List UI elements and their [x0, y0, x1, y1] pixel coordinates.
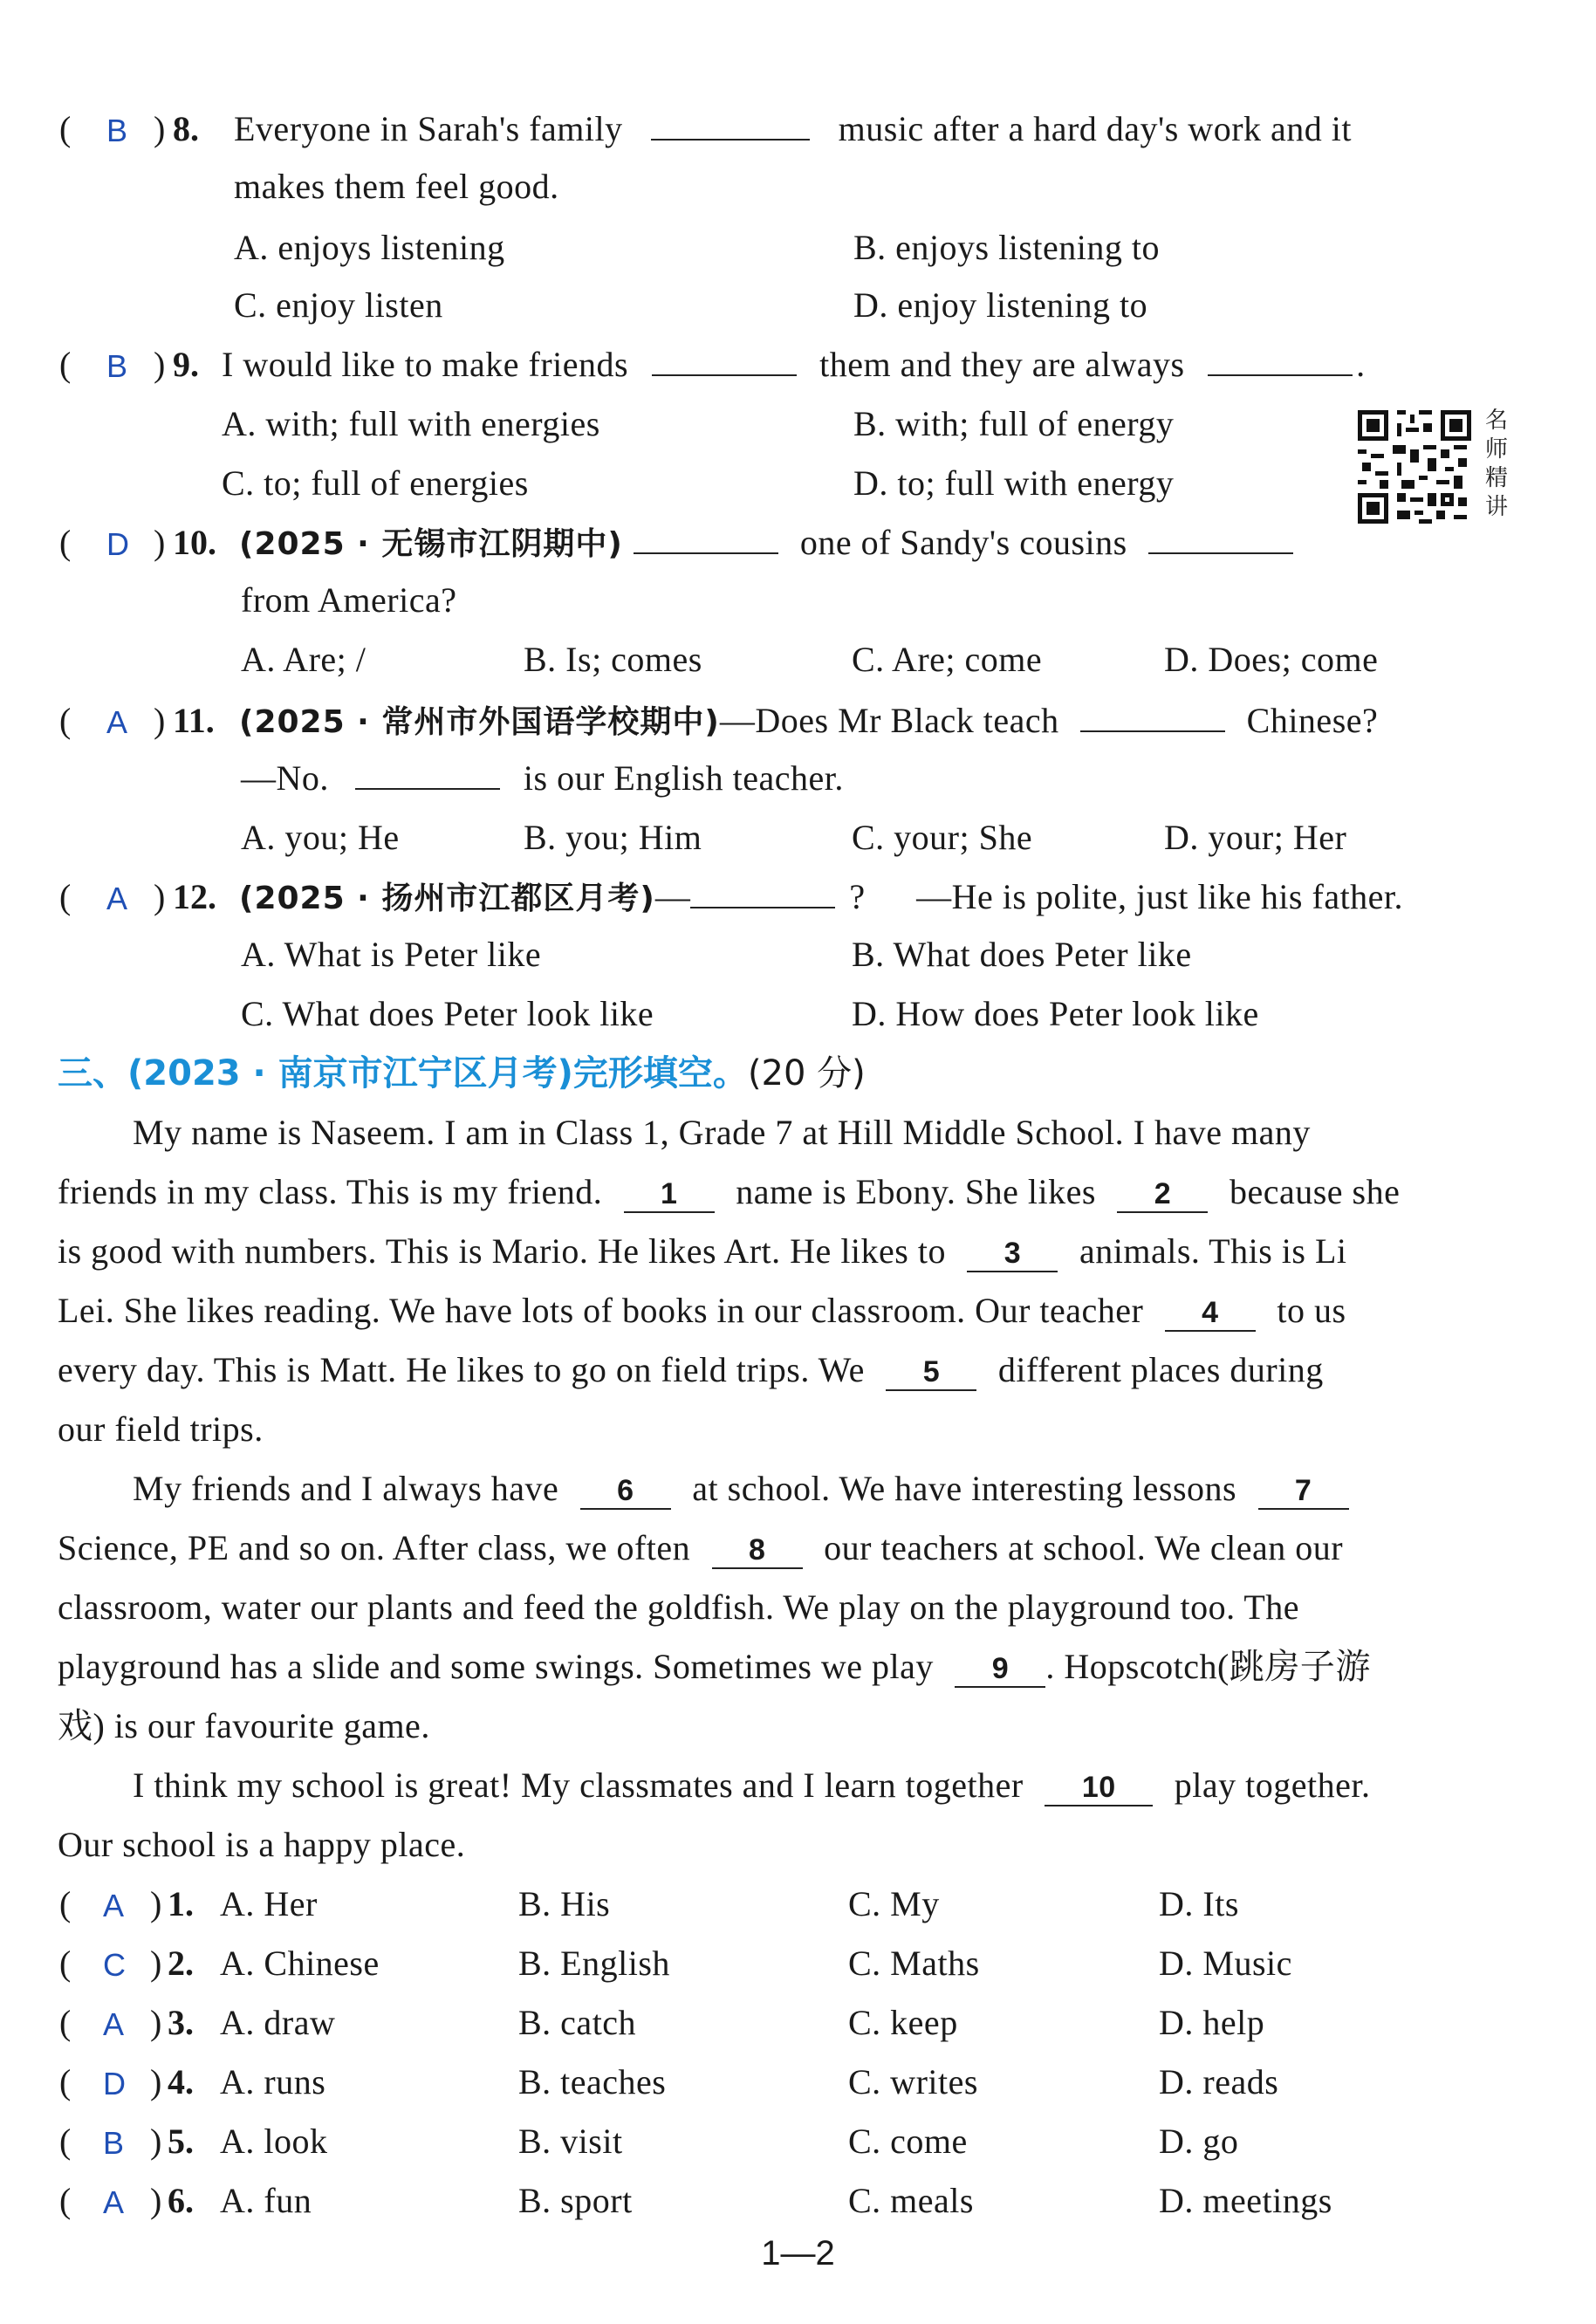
passage-line: playground has a slide and some swings. Sometimes we play 9 . Hopscotch(跳房子游 [58, 1647, 1371, 1686]
passage-line: 戏) is our favourite game. [58, 1706, 430, 1745]
option-a: A. draw [220, 2003, 336, 2042]
question-number: 4. [168, 2062, 194, 2101]
option-b: B. catch [518, 2003, 637, 2042]
option-a: A. with; full with energies [222, 404, 600, 443]
answer-mark: A [106, 881, 128, 916]
option-d: D. your; Her [1164, 818, 1347, 857]
answer-mark: D [103, 2066, 126, 2101]
option-d: D. help [1159, 2003, 1265, 2042]
answer-mark: C [103, 1947, 126, 1983]
answer-blank [651, 109, 810, 141]
close-paren: ) [154, 345, 166, 384]
option-a: A. look [220, 2122, 328, 2161]
question-number: 10. [173, 523, 216, 562]
open-paren: ( [59, 2003, 72, 2042]
option-d: D. go [1159, 2122, 1239, 2161]
option-d: D. meetings [1159, 2181, 1332, 2220]
answer-mark: A [103, 2006, 125, 2042]
question-number: 11. [173, 701, 215, 740]
passage-line: Our school is a happy place. [58, 1825, 466, 1864]
option-c: C. keep [848, 2003, 958, 2042]
option-a: A. Are; / [241, 640, 366, 679]
answer-mark: D [106, 526, 129, 562]
option-d: D. to; full with energy [853, 463, 1175, 503]
passage-line: friends in my class. This is my friend. 1 name is Ebony. She likes 2 because she [58, 1172, 1401, 1211]
answer-mark: B [103, 2125, 125, 2161]
question-10-line-1: (2025 · 无锡市江阴期中) one of Sandy's cousins [239, 522, 1293, 566]
answer-blank [1148, 523, 1293, 554]
passage-line: is good with numbers. This is Mario. He likes Art. He likes to 3 animals. This is Li [58, 1231, 1347, 1271]
option-b: B. with; full of energy [853, 404, 1175, 443]
question-8-line-2: makes them feel good. [234, 167, 559, 206]
option-c: C. to; full of energies [222, 463, 529, 503]
option-c: C. My [848, 1884, 940, 1923]
option-c: C. come [848, 2122, 968, 2161]
answer-blank [690, 877, 835, 908]
answer-blank [1080, 701, 1225, 732]
open-paren: ( [59, 2062, 72, 2101]
open-paren: ( [59, 345, 72, 384]
option-d: D. reads [1159, 2062, 1279, 2101]
close-paren: ) [154, 109, 166, 148]
option-b: B. you; Him [524, 818, 702, 857]
cloze-blank: 10 [1045, 1770, 1153, 1806]
passage-line: My name is Naseem. I am in Class 1, Grade 7 at Hill Middle School. I have many [133, 1113, 1311, 1152]
open-paren: ( [59, 523, 72, 562]
answer-mark: A [103, 1888, 125, 1923]
open-paren: ( [59, 877, 72, 916]
close-paren: ) [150, 2181, 162, 2220]
option-c: C. enjoy listen [234, 285, 443, 325]
open-paren: ( [59, 701, 72, 740]
option-a: A. Her [220, 1884, 318, 1923]
option-b: B. enjoys listening to [853, 228, 1160, 267]
close-paren: ) [150, 1944, 162, 1983]
option-b: B. visit [518, 2122, 623, 2161]
option-c: C. meals [848, 2181, 974, 2220]
option-c: C. Maths [848, 1944, 980, 1983]
answer-blank [1208, 345, 1353, 376]
open-paren: ( [59, 1884, 72, 1923]
option-c: C. Are; come [852, 640, 1043, 679]
cloze-blank: 2 [1117, 1176, 1208, 1213]
section-heading: 三、(2023 · 南京市江宁区月考)完形填空。(20 分) [58, 1053, 866, 1093]
answer-mark: B [106, 113, 128, 148]
option-d: D. Music [1159, 1944, 1292, 1983]
qr-code[interactable] [1358, 410, 1471, 524]
passage-line: Lei. She likes reading. We have lots of books in our classroom. Our teacher 4 to us [58, 1291, 1346, 1330]
question-number: 6. [168, 2181, 194, 2220]
close-paren: ) [154, 701, 166, 740]
close-paren: ) [150, 2003, 162, 2042]
cloze-blank: 3 [967, 1236, 1058, 1272]
cloze-blank: 8 [712, 1532, 803, 1569]
question-number: 3. [168, 2003, 194, 2042]
cloze-blank: 1 [624, 1176, 715, 1213]
option-a: A. you; He [241, 818, 400, 857]
question-8-line-1: Everyone in Sarah's family music after a hard day's work and it [234, 109, 1352, 148]
question-12-line-1: (2025 · 扬州市江都区月考)— ? —He is polite, just like his father. [239, 877, 1404, 916]
passage-line: our field trips. [58, 1409, 264, 1449]
close-paren: ) [150, 2062, 162, 2101]
qr-label: 名 师 精 讲 [1484, 408, 1508, 520]
answer-blank [652, 345, 797, 376]
question-number: 9. [173, 345, 199, 384]
question-number: 2. [168, 1944, 194, 1983]
question-number: 8. [173, 109, 199, 148]
passage-line: every day. This is Matt. He likes to go on field trips. We 5 different places during [58, 1350, 1324, 1389]
cloze-blank: 5 [886, 1354, 976, 1391]
option-d: D. How does Peter look like [852, 994, 1259, 1033]
option-b: B. What does Peter like [852, 935, 1192, 974]
option-d: D. Its [1159, 1884, 1239, 1923]
option-d: D. Does; come [1164, 640, 1379, 679]
passage-line: I think my school is great! My classmates and I learn together 10 play together. [133, 1765, 1371, 1805]
close-paren: ) [154, 523, 166, 562]
option-a: A. fun [220, 2181, 312, 2220]
close-paren: ) [154, 877, 166, 916]
question-11-line-1: (2025 · 常州市外国语学校期中)—Does Mr Black teach Chinese? [239, 701, 1379, 740]
cloze-blank: 6 [580, 1473, 671, 1510]
cloze-blank: 4 [1165, 1295, 1256, 1332]
option-b: B. English [518, 1944, 670, 1983]
close-paren: ) [150, 1884, 162, 1923]
option-d: D. enjoy listening to [853, 285, 1148, 325]
passage-line: classroom, water our plants and feed the goldfish. We play on the playground too. The [58, 1587, 1300, 1627]
open-paren: ( [59, 2181, 72, 2220]
question-11-line-2: —No. is our English teacher. [241, 758, 844, 798]
passage-line: Science, PE and so on. After class, we often 8 our teachers at school. We clean our [58, 1528, 1344, 1567]
answer-blank [634, 523, 778, 554]
answer-mark: A [103, 2184, 125, 2220]
question-number: 12. [173, 877, 216, 916]
passage-line: My friends and I always have 6 at school. We have interesting lessons 7 [133, 1468, 1349, 1510]
option-b: B. teaches [518, 2062, 667, 2101]
close-paren: ) [150, 2122, 162, 2161]
option-c: C. your; She [852, 818, 1033, 857]
open-paren: ( [59, 1944, 72, 1983]
option-b: B. sport [518, 2181, 633, 2220]
answer-mark: A [106, 704, 128, 740]
option-b: B. Is; comes [524, 640, 702, 679]
cloze-blank: 7 [1258, 1473, 1349, 1510]
option-a: A. Chinese [220, 1944, 380, 1983]
question-number: 5. [168, 2122, 194, 2161]
option-a: A. What is Peter like [241, 935, 542, 974]
open-paren: ( [59, 2122, 72, 2161]
open-paren: ( [59, 109, 72, 148]
option-b: B. His [518, 1884, 611, 1923]
option-c: C. What does Peter look like [241, 994, 654, 1033]
option-a: A. runs [220, 2062, 326, 2101]
answer-blank [355, 758, 500, 790]
question-9-line-1: I would like to make friends them and they are always . [222, 345, 1366, 384]
answer-mark: B [106, 348, 128, 384]
question-number: 1. [168, 1884, 194, 1923]
option-a: A. enjoys listening [234, 228, 505, 267]
option-c: C. writes [848, 2062, 978, 2101]
page-number: 1—2 [761, 2234, 835, 2273]
question-10-line-2: from America? [241, 580, 457, 620]
cloze-blank: 9 [955, 1651, 1045, 1688]
